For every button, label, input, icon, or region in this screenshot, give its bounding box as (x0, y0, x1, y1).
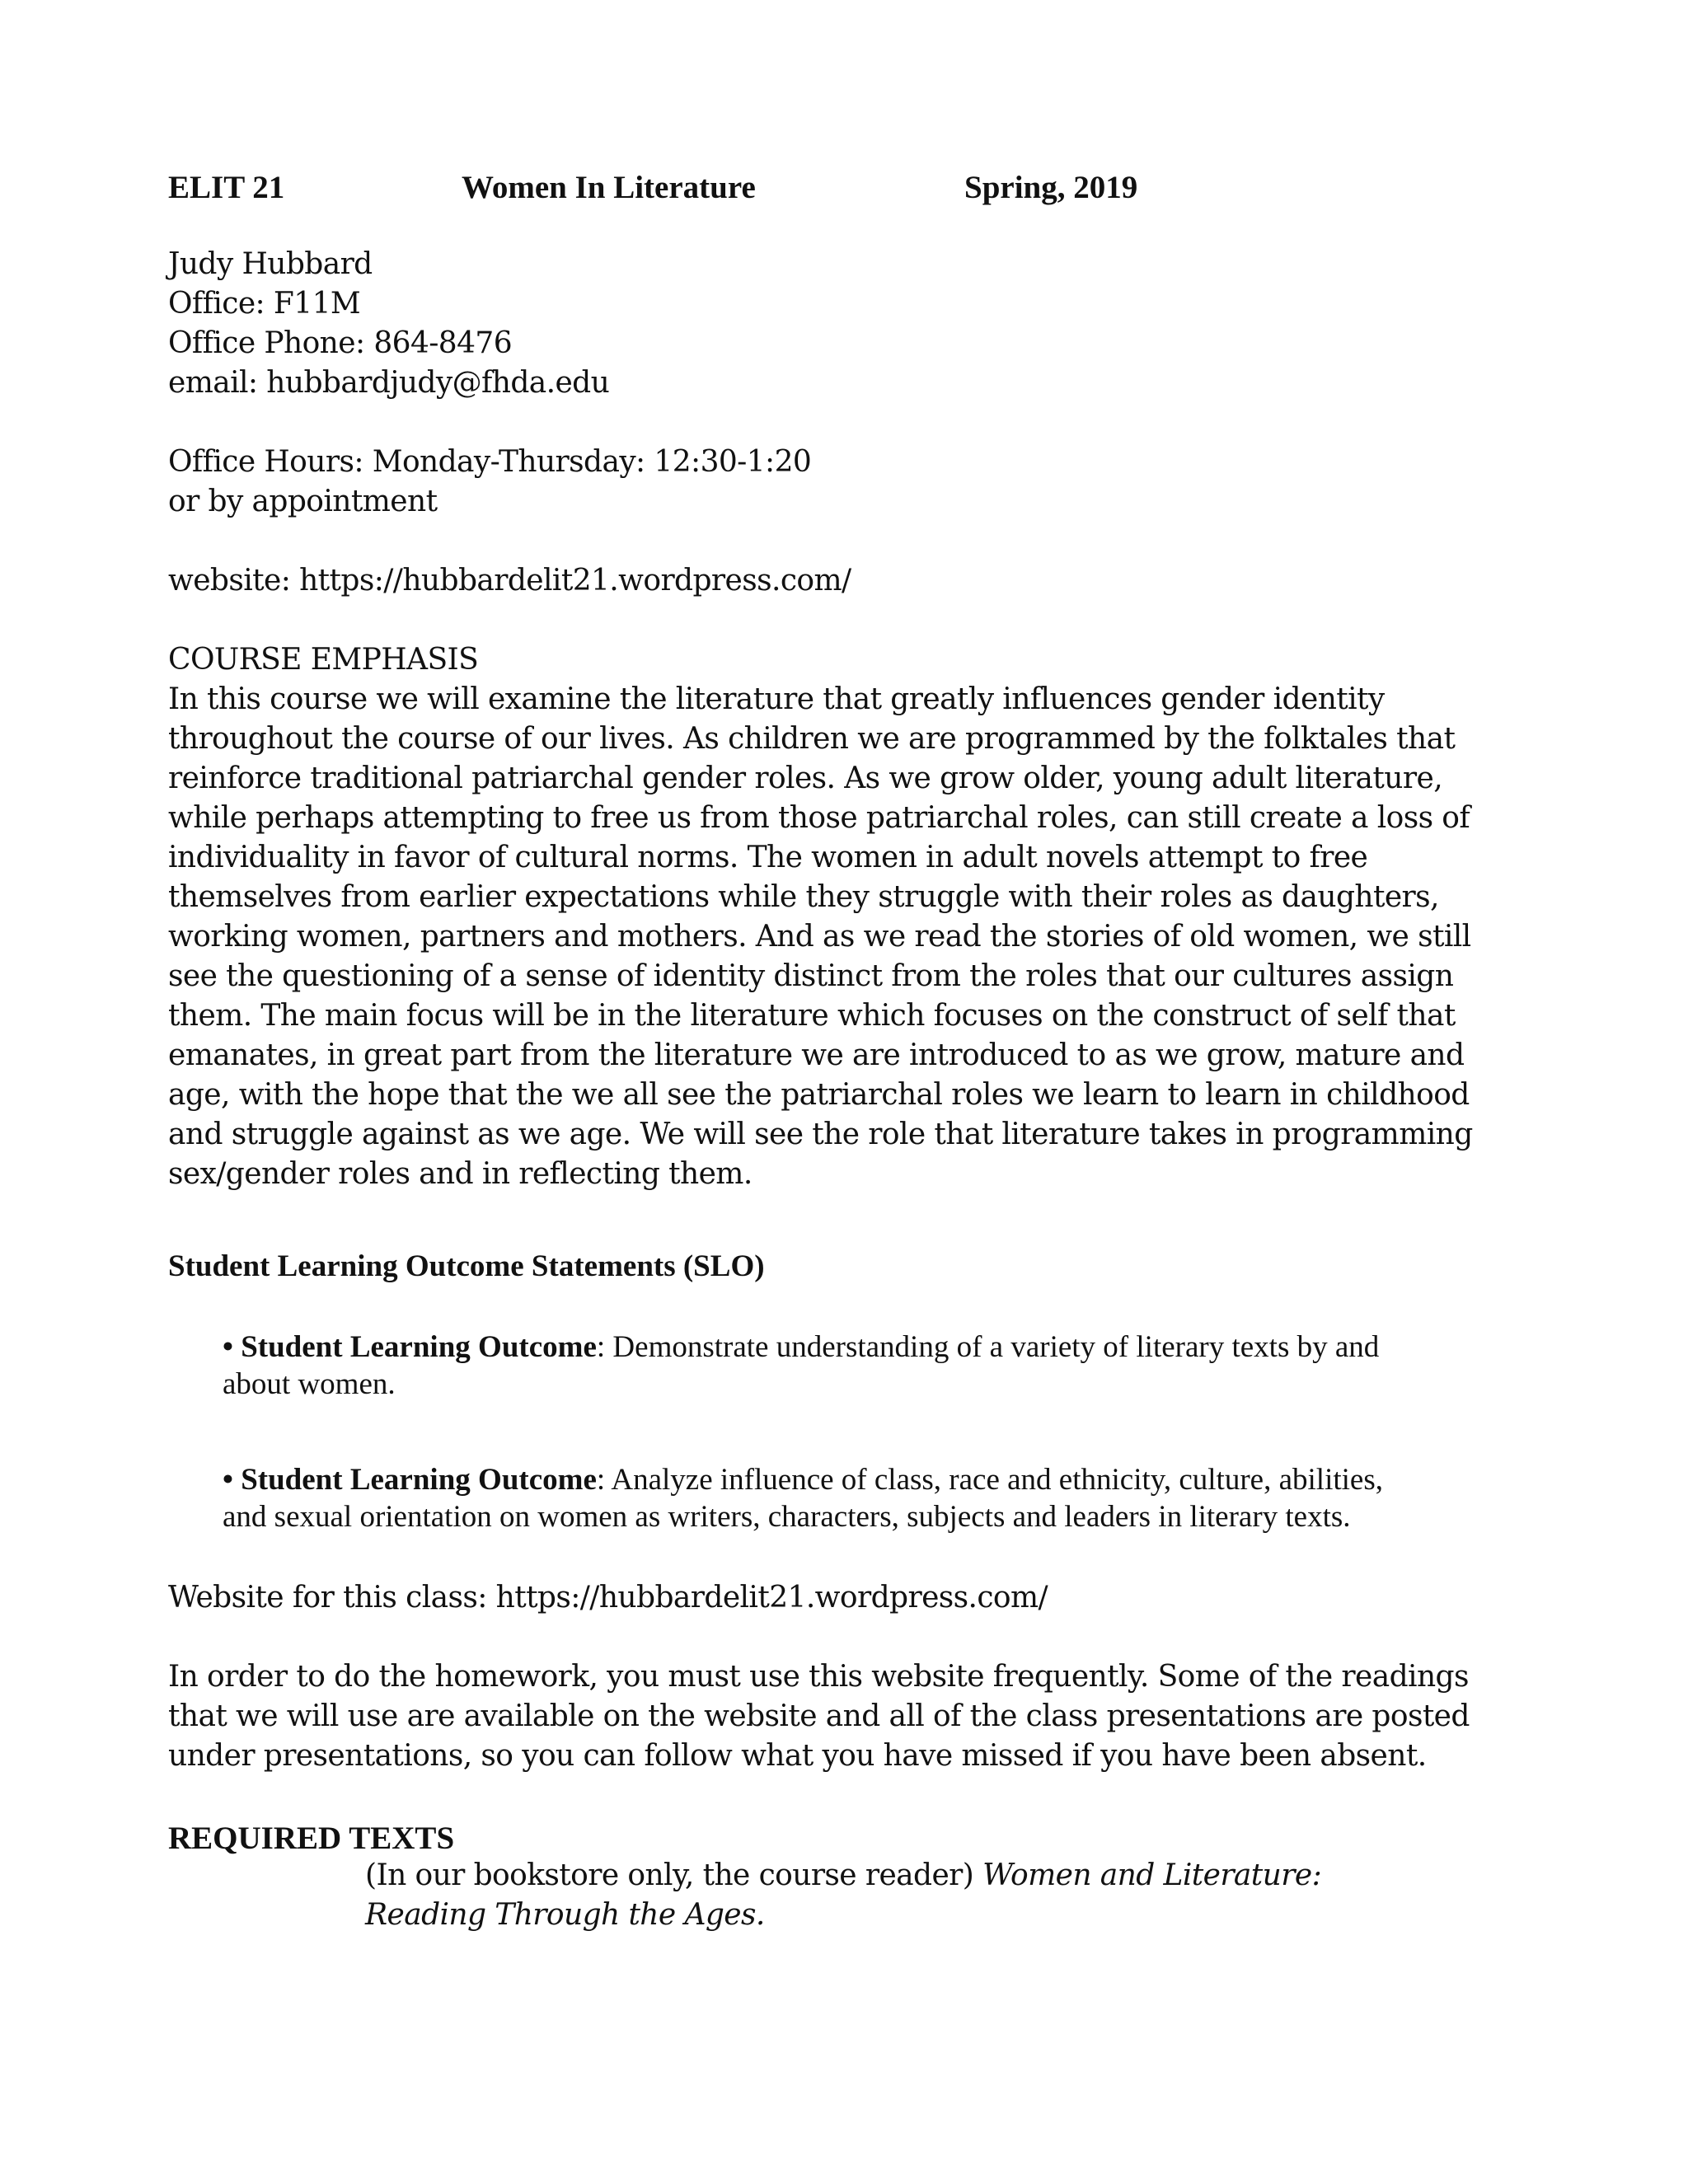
slo-text: : Analyze influence of class, race and ethnicity, culture, abilities, (596, 1463, 1383, 1497)
office-hours-appointment: or by appointment (168, 485, 438, 518)
course-term: Spring, 2019 (964, 170, 1138, 205)
emphasis-line: emanates, in great part from the literature we are introduced to as we grow, mature and (168, 1038, 1465, 1072)
emphasis-line: working women, partners and mothers. And as we read the stories of old women, we still (168, 920, 1471, 954)
website-text: website: https://hubbardelit21.wordpress.com/ (168, 564, 851, 598)
emphasis-line: age, with the hope that the we all see the patriarchal roles we learn to learn in childhood (168, 1078, 1470, 1112)
class-website-text: Website for this class: https://hubbardelit21.wordpress.com/ (168, 1581, 1048, 1615)
emphasis-line: and struggle against as we age. We will see the role that literature takes in programming (168, 1118, 1473, 1151)
slo-item (223, 1329, 1525, 1403)
course-emphasis-heading: COURSE EMPHASIS (168, 643, 479, 677)
emphasis-line: In this course we will examine the literature that greatly influences gender identity (168, 682, 1385, 716)
office-hours-line: Office Hours: Monday-Thursday: 12:30-1:20 (168, 445, 812, 479)
slo-label: • Student Learning Outcome (223, 1463, 597, 1497)
required-text-subtitle: Reading Through the Ages. (365, 1898, 765, 1932)
instructor-office: Office: F11M (168, 287, 361, 321)
instructor-email: email: hubbardjudy@fhda.edu (168, 366, 610, 400)
slo-text-cont: and sexual orientation on women as writers, characters, subjects and leaders in literary texts. (223, 1500, 1351, 1534)
emphasis-line: see the questioning of a sense of identity distinct from the roles that our cultures assign (168, 959, 1454, 993)
slo-label: • Student Learning Outcome (223, 1330, 597, 1364)
slo-text: : Demonstrate understanding of a variety of literary texts by and (596, 1330, 1380, 1364)
required-texts-heading: REQUIRED TEXTS (168, 1821, 455, 1856)
website-line (168, 561, 1520, 601)
emphasis-line: reinforce traditional patriarchal gender roles. As we grow older, young adult literature, (168, 762, 1443, 795)
course-title: Women In Literature (462, 170, 756, 205)
emphasis-line: throughout the course of our lives. As children we are programmed by the folktales that (168, 722, 1456, 756)
slo-heading: Student Learning Outcome Statements (SLO) (168, 1249, 765, 1283)
emphasis-line: while perhaps attempting to free us from those patriarchal roles, can still create a loss of (168, 801, 1470, 835)
homework-line: that we will use are available on the website and all of the class presentations are posted (168, 1699, 1470, 1733)
required-text-title: Women and Literature: (982, 1858, 1322, 1892)
homework-note (168, 1657, 1520, 1776)
emphasis-line: them. The main focus will be in the literature which focuses on the construct of self that (168, 999, 1456, 1033)
slo-item (223, 1461, 1525, 1535)
course-emphasis (168, 640, 1520, 1194)
instructor-name: Judy Hubbard (168, 247, 373, 281)
emphasis-line: themselves from earlier expectations while they struggle with their roles as daughters, (168, 880, 1439, 914)
course-code: ELIT 21 (168, 170, 285, 205)
homework-line: In order to do the homework, you must use this website frequently. Some of the readings (168, 1660, 1469, 1694)
homework-line: under presentations, so you can follow what you have missed if you have been absent. (168, 1739, 1427, 1773)
emphasis-line: sex/gender roles and in reflecting them. (168, 1157, 753, 1191)
required-text-note: (In our bookstore only, the course reader) (365, 1858, 983, 1892)
required-texts-entry (365, 1856, 1321, 1935)
instructor-phone: Office Phone: 864-8476 (168, 326, 513, 360)
slo-text-cont: about women. (223, 1367, 396, 1401)
office-hours (168, 443, 1520, 522)
instructor-info (168, 245, 1520, 403)
emphasis-line: individuality in favor of cultural norms. The women in adult novels attempt to free (168, 841, 1368, 874)
class-website (168, 1578, 1520, 1618)
